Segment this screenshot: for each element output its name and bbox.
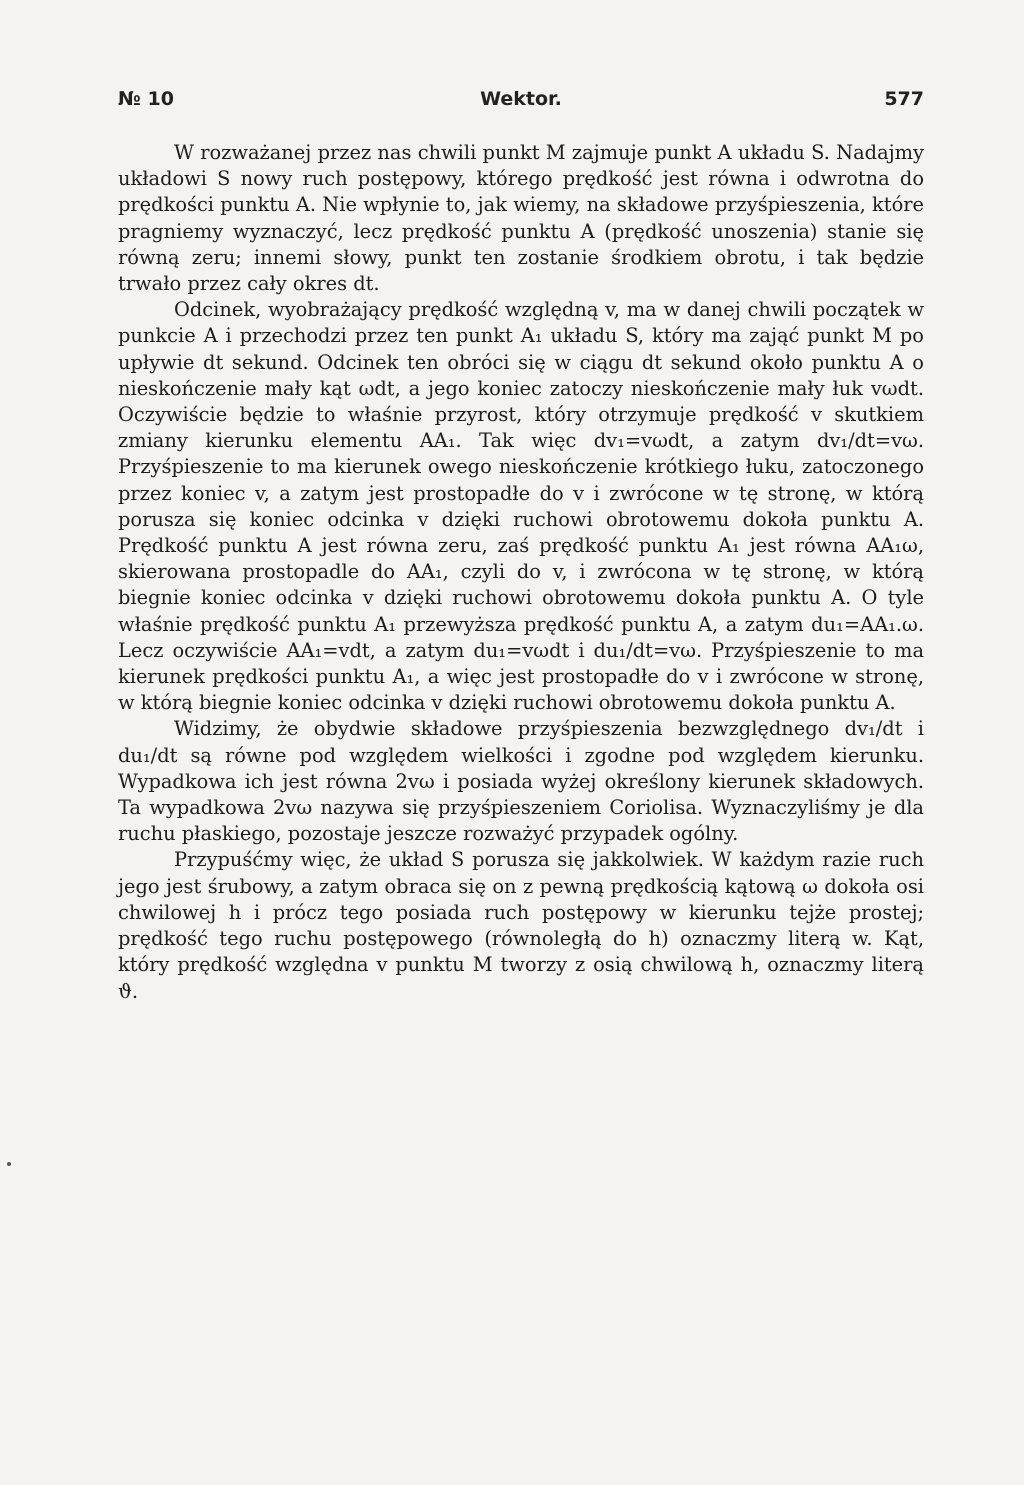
page-number: 577: [884, 88, 924, 110]
issue-number: № 10: [118, 88, 174, 110]
running-header: [118, 88, 924, 118]
paragraph-3: Widzimy, że obydwie składowe przyśpieszenia bezwzględnego dv₁/dt i du₁/dt są równe pod względem wielkości i zgodne pod względem kierunku. Wypadkowa ich jest równa 2vω i posiada wyżej określony kierunek składowych. Ta wypadkowa 2vω nazywa się przyśpieszeniem Coriolisa. Wyznaczyliśmy je dla ruchu płaskiego, pozostaje jeszcze rozważyć przypadek ogólny.: [118, 717, 924, 846]
paragraph-1: W rozważanej przez nas chwili punkt M zajmuje punkt A układu S. Nadajmy układowi S nowy ruch postępowy, którego prędkość jest równa i odwrotna do prędkości punktu A. Nie wpłynie to, jak wiemy, na składowe przyśpieszenia, które pragniemy wyznaczyć, lecz prędkość punktu A (prędkość unoszenia) stanie się równą zeru; innemi słowy, punkt ten zostanie środkiem obrotu, i tak będzie trwało przez cały okres dt.: [118, 141, 924, 296]
journal-title: Wektor.: [480, 88, 562, 110]
article-body: [118, 140, 924, 1005]
paragraph-2: Odcinek, wyobrażający prędkość względną v, ma w danej chwili początek w punkcie A i przechodzi przez ten punkt A₁ układu S, który ma zająć punkt M po upływie dt sekund. Odcinek ten obróci się w ciągu dt sekund około punktu A o nieskończenie mały kąt ωdt, a jego koniec zatoczy nieskończenie mały łuk vωdt. Oczywiście będzie to właśnie przyrost, który otrzymuje prędkość v skutkiem zmiany kierunku elementu AA₁. Tak więc dv₁=vωdt, a zatym dv₁/dt=vω. Przyśpieszenie to ma kierunek owego nieskończenie krótkiego łuku, zatoczonego przez koniec v, a zatym jest prostopadłe do v i zwrócone w tę stronę, w którą porusza się koniec odcinka v dzięki ruchowi obrotowemu dokoła punktu A. Prędkość punktu A jest równa zeru, zaś prędkość punktu A₁ jest równa AA₁ω, skierowana prostopadle do AA₁, czyli do v, i zwrócona w tę stronę, w którą biegnie koniec odcinka v dzięki ruchowi obrotowemu dokoła punktu A. O tyle właśnie prędkość punktu A₁ przewyższa prędkość punktu A, a zatym du₁=AA₁.ω. Lecz oczywiście AA₁=vdt, a zatym du₁=vωdt i du₁/dt=vω. Przyśpieszenie to ma kierunek prędkości punktu A₁, a więc jest prostopadłe do v i zwrócone w stronę, w którą biegnie koniec odcinka v dzięki ruchowi obrotowemu dokoła punktu A.: [118, 298, 924, 715]
paragraph-4: Przypuśćmy więc, że układ S porusza się jakkolwiek. W każdym razie ruch jego jest śrubowy, a zatym obraca się on z pewną prędkością kątową ω dokoła osi chwilowej h i prócz tego posiada ruch postępowy w kierunku tejże prostej; prędkość tego ruchu postępowego (równoległą do h) oznaczmy literą w. Kąt, który prędkość względna v punktu M tworzy z osią chwilową h, oznaczmy literą ϑ.: [118, 848, 924, 1003]
margin-mark: [7, 1162, 11, 1166]
